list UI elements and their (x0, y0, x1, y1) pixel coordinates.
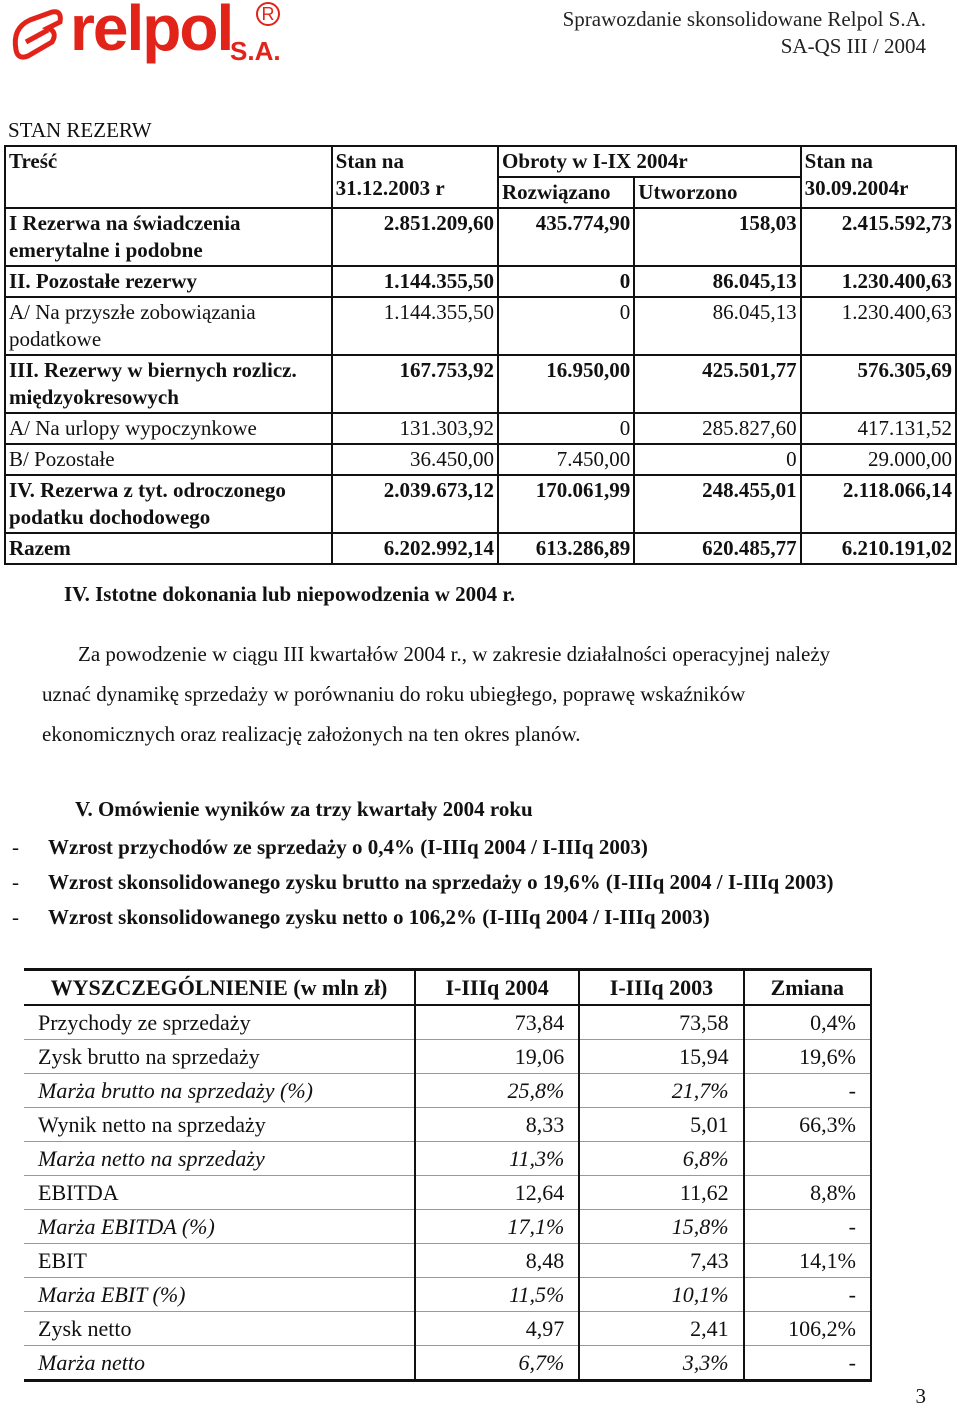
registered-mark: R (256, 2, 280, 26)
row-label: A/ Na przyszłe zobowiązania podatkowe (5, 297, 332, 355)
row-rozw: 613.286,89 (498, 533, 634, 564)
fin-change: 106,2% (744, 1312, 871, 1346)
row-utw: 285.827,60 (634, 413, 800, 444)
col-stan-start-1: Stan na (335, 149, 404, 173)
financials-row (24, 1210, 871, 1244)
row-end: 576.305,69 (801, 355, 956, 413)
bullet-item (12, 865, 833, 900)
results-bullet-list (12, 830, 833, 935)
financials-row (24, 1278, 871, 1312)
row-start: 167.753,92 (332, 355, 498, 413)
reserves-row (5, 297, 956, 355)
section-v-title: V. Omówienie wyników za trzy kwartały 2004 roku (75, 797, 533, 821)
fin-2003: 3,3% (579, 1346, 743, 1381)
row-start: 36.450,00 (332, 444, 498, 475)
row-start: 6.202.992,14 (332, 533, 498, 564)
fin-2004: 73,84 (415, 1005, 579, 1040)
reserves-row (5, 355, 956, 413)
row-label: II. Pozostałe rezerwy (5, 266, 332, 297)
fin-label: EBITDA (24, 1176, 415, 1210)
row-end: 1.230.400,63 (801, 266, 956, 297)
row-end: 29.000,00 (801, 444, 956, 475)
report-code: SA-QS III / 2004 (780, 34, 926, 58)
report-header (563, 6, 926, 60)
fin-2003: 15,94 (579, 1040, 743, 1074)
reserves-title: STAN REZERW (8, 118, 152, 142)
col-stan-end-1: Stan na (804, 149, 873, 173)
financials-row (24, 1108, 871, 1142)
section-iv-paragraph (42, 634, 942, 754)
col-2003: I-IIIq 2003 (579, 970, 743, 1006)
financials-row (24, 1074, 871, 1108)
col-stan-start (332, 146, 498, 208)
reserves-table (4, 145, 957, 565)
financials-row (24, 1176, 871, 1210)
paragraph-line: Za powodzenie w ciągu III kwartałów 2004 r., w zakresie działalności operacyjnej należy (78, 642, 831, 666)
fin-label: Marża brutto na sprzedaży (%) (24, 1074, 415, 1108)
bullet-dash: - (12, 905, 19, 929)
fin-2003: 15,8% (579, 1210, 743, 1244)
fin-2004: 8,33 (415, 1108, 579, 1142)
row-end: 6.210.191,02 (801, 533, 956, 564)
logo-sa: S.A. (230, 36, 281, 66)
row-rozw: 16.950,00 (498, 355, 634, 413)
relpol-logo (8, 0, 281, 74)
row-start: 1.144.355,50 (332, 266, 498, 297)
row-rozw: 435.774,90 (498, 208, 634, 266)
fin-2003: 2,41 (579, 1312, 743, 1346)
fin-2004: 6,7% (415, 1346, 579, 1381)
relay-logo-icon (8, 8, 68, 68)
logo-wordmark: relpol (70, 0, 233, 64)
col-stan-end (801, 146, 956, 208)
financials-row (24, 1312, 871, 1346)
col-stan-end-2: 30.09.2004r (804, 176, 909, 200)
fin-label: Marża netto na sprzedaży (24, 1142, 415, 1176)
row-start: 2.851.209,60 (332, 208, 498, 266)
row-utw: 620.485,77 (634, 533, 800, 564)
reserves-row (5, 413, 956, 444)
financials-row (24, 1142, 871, 1176)
fin-label: Marża EBIT (%) (24, 1278, 415, 1312)
reserves-row (5, 208, 956, 266)
financials-row (24, 1005, 871, 1040)
fin-change (744, 1142, 871, 1176)
row-start: 1.144.355,50 (332, 297, 498, 355)
fin-label: Wynik netto na sprzedaży (24, 1108, 415, 1142)
col-tresc: Treść (5, 146, 332, 208)
fin-label: Przychody ze sprzedaży (24, 1005, 415, 1040)
row-label: III. Rezerwy w biernych rozlicz. międzyokresowych (5, 355, 332, 413)
row-end: 417.131,52 (801, 413, 956, 444)
financials-row (24, 1244, 871, 1278)
row-rozw: 170.061,99 (498, 475, 634, 533)
fin-label: Zysk brutto na sprzedaży (24, 1040, 415, 1074)
fin-change: 0,4% (744, 1005, 871, 1040)
fin-change: - (744, 1278, 871, 1312)
fin-change: - (744, 1346, 871, 1381)
bullet-item (12, 900, 833, 935)
row-label: I Rezerwa na świadczenia emerytalne i podobne (5, 208, 332, 266)
fin-2004: 12,64 (415, 1176, 579, 1210)
bullet-item (12, 830, 833, 865)
row-start: 2.039.673,12 (332, 475, 498, 533)
fin-2003: 73,58 (579, 1005, 743, 1040)
fin-2004: 11,3% (415, 1142, 579, 1176)
fin-change: - (744, 1210, 871, 1244)
col-rozwiazano: Rozwiązano (498, 177, 634, 208)
col-zmiana: Zmiana (744, 970, 871, 1006)
row-utw: 86.045,13 (634, 266, 800, 297)
fin-2004: 25,8% (415, 1074, 579, 1108)
row-utw: 248.455,01 (634, 475, 800, 533)
fin-2003: 5,01 (579, 1108, 743, 1142)
col-obroty: Obroty w I-IX 2004r (498, 146, 801, 177)
fin-2003: 21,7% (579, 1074, 743, 1108)
financials-header-row (24, 970, 871, 1006)
reserves-header-row (5, 146, 956, 177)
fin-2004: 4,97 (415, 1312, 579, 1346)
bullet-text: Wzrost przychodów ze sprzedaży o 0,4% (I-IIIq 2004 / I-IIIq 2003) (48, 835, 648, 859)
row-label: B/ Pozostałe (5, 444, 332, 475)
bullet-text: Wzrost skonsolidowanego zysku netto o 106,2% (I-IIIq 2004 / I-IIIq 2003) (48, 905, 710, 929)
bullet-text: Wzrost skonsolidowanego zysku brutto na sprzedaży o 19,6% (I-IIIq 2004 / I-IIIq 2003) (48, 870, 834, 894)
fin-change: 8,8% (744, 1176, 871, 1210)
fin-2003: 10,1% (579, 1278, 743, 1312)
financials-row (24, 1040, 871, 1074)
bullet-dash: - (12, 835, 19, 859)
col-stan-start-2: 31.12.2003 r (335, 176, 445, 200)
fin-2003: 7,43 (579, 1244, 743, 1278)
financials-table (24, 968, 872, 1382)
col-wyszczegolnienie: WYSZCZEGÓLNIENIE (w mln zł) (24, 970, 415, 1006)
fin-label: EBIT (24, 1244, 415, 1278)
reserves-row (5, 266, 956, 297)
fin-2004: 17,1% (415, 1210, 579, 1244)
row-start: 131.303,92 (332, 413, 498, 444)
fin-2003: 11,62 (579, 1176, 743, 1210)
bullet-dash: - (12, 870, 19, 894)
fin-2004: 19,06 (415, 1040, 579, 1074)
paragraph-line: uznać dynamikę sprzedaży w porównaniu do roku ubiegłego, poprawę wskaźników (42, 682, 746, 706)
fin-change: 66,3% (744, 1108, 871, 1142)
row-label: Razem (5, 533, 332, 564)
col-utworzono: Utworzono (634, 177, 800, 208)
fin-2003: 6,8% (579, 1142, 743, 1176)
row-rozw: 7.450,00 (498, 444, 634, 475)
reserves-row (5, 444, 956, 475)
row-utw: 425.501,77 (634, 355, 800, 413)
row-label: IV. Rezerwa z tyt. odroczonego podatku dochodowego (5, 475, 332, 533)
fin-label: Zysk netto (24, 1312, 415, 1346)
row-end: 2.415.592,73 (801, 208, 956, 266)
col-2004: I-IIIq 2004 (415, 970, 579, 1006)
fin-change: 19,6% (744, 1040, 871, 1074)
financials-row (24, 1346, 871, 1381)
paragraph-line: ekonomicznych oraz realizację założonych na ten okres planów. (42, 722, 581, 746)
fin-label: Marża EBITDA (%) (24, 1210, 415, 1244)
row-utw: 158,03 (634, 208, 800, 266)
reserves-row (5, 475, 956, 533)
reserves-total-row (5, 533, 956, 564)
section-iv-title: IV. Istotne dokonania lub niepowodzenia w 2004 r. (64, 582, 516, 606)
row-end: 1.230.400,63 (801, 297, 956, 355)
page-number: 3 (915, 1384, 926, 1408)
row-utw: 86.045,13 (634, 297, 800, 355)
fin-change: 14,1% (744, 1244, 871, 1278)
row-rozw: 0 (498, 413, 634, 444)
row-end: 2.118.066,14 (801, 475, 956, 533)
row-rozw: 0 (498, 266, 634, 297)
row-label: A/ Na urlopy wypoczynkowe (5, 413, 332, 444)
fin-2004: 8,48 (415, 1244, 579, 1278)
row-utw: 0 (634, 444, 800, 475)
fin-2004: 11,5% (415, 1278, 579, 1312)
fin-change: - (744, 1074, 871, 1108)
report-title: Sprawozdanie skonsolidowane Relpol S.A. (562, 7, 926, 31)
row-rozw: 0 (498, 297, 634, 355)
fin-label: Marża netto (24, 1346, 415, 1381)
